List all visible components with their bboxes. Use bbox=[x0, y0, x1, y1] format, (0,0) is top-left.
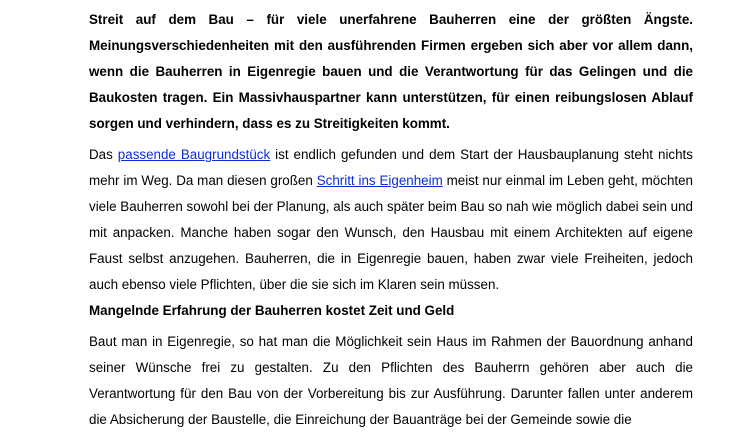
paragraph-text: Das bbox=[89, 147, 118, 162]
link-eigenheim[interactable]: Schritt ins Eigenheim bbox=[316, 173, 443, 188]
link-baugrundstueck[interactable]: passende Baugrundstück bbox=[117, 147, 271, 162]
paragraph-text: ist endlich gefunden und dem Start der Hausbauplanung steht nichts mehr im Weg. Da man diesen großen bbox=[89, 147, 693, 188]
section-heading: Mangelnde Erfahrung der Bauherren kostet Zeit und Geld bbox=[89, 303, 455, 318]
body-paragraph-2: Baut man in Eigenregie, so hat man die Möglichkeit sein Haus im Rahmen der Bauordnung anhand seiner Wünsche frei zu gestalten. Zu den Pflichten des Bauherrn gehören aber auch die Verantwortung für den Bau von der Vorbereitung bis zur Ausführung. Darunter fallen unter anderem die Absicherung der Baustelle, die Einreichung der Bauanträge bei der Gemeinde sowie die bbox=[89, 334, 693, 427]
body-paragraph-1 bbox=[89, 142, 693, 298]
lead-paragraph: Streit auf dem Bau – für viele unerfahrene Bauherren eine der größten Ängste. Meinungsverschiedenheiten mit den ausführenden Firmen ergeben sich aber vor allem dann, wenn die Bauherren in Eigenregie bauen und die Verantwortung für das Gelingen und die Baukosten tragen. Ein Massivhauspartner kann unterstützen, für einen reibungslosen Ablauf sorgen und verhindern, dass es zu Streitigkeiten kommt. bbox=[89, 12, 693, 131]
paragraph-text: meist nur einmal im Leben geht, möchten viele Bauherren sowohl bei der Planung, als auch später beim Bau so nah wie möglich dabei sein und mit anpacken. Manche haben sogar den Wunsch, den Hausbau mit einem Architekten auf eigene Faust selbst anzugehen. Bauherren, die in Eigenregie bauen, haben zwar viele Freiheiten, jedoch auch ebenso viele Pflichten, über die sie sich im Klaren sein müssen. bbox=[89, 173, 694, 292]
